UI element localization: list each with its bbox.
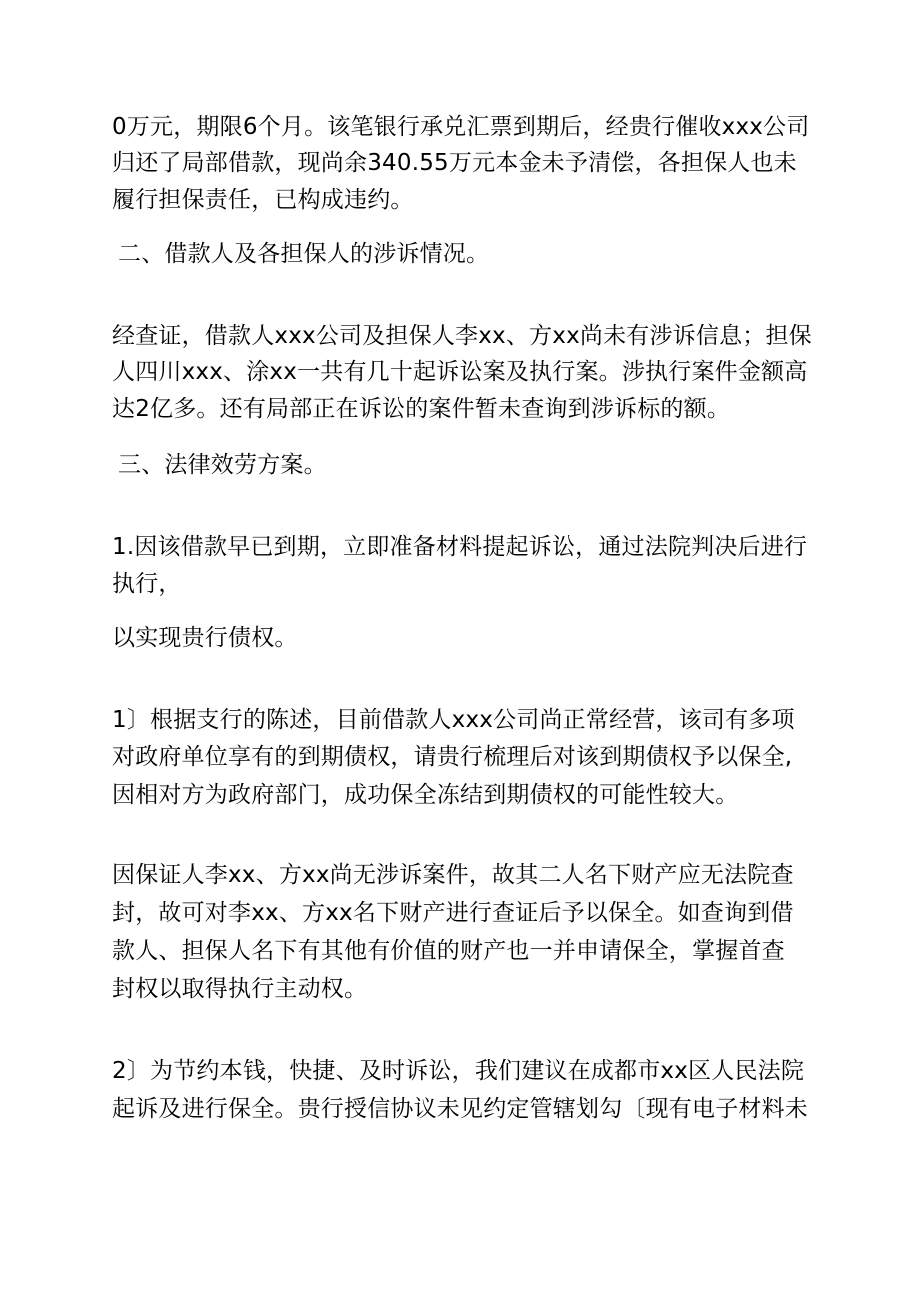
- paragraph-line: 款人、担保人名下有其他有价值的财产也一并申请保全，掌握首查: [112, 938, 785, 964]
- paragraph-line: 封，故可对李xx、方xx名下财产进行查证后予以保全。如查询到借: [112, 900, 794, 926]
- paragraph-line: 人四川xxx、涂xx一共有几十起诉讼案及执行案。涉执行案件金额高: [112, 359, 808, 385]
- paragraph-line: 因保证人李xx、方xx尚无涉诉案件，故其二人名下财产应无法院查: [112, 862, 794, 888]
- paragraph-line: 2〕为节约本钱，快捷、及时诉讼，我们建议在成都市xx区人民法院: [112, 1058, 805, 1084]
- paragraph-line: 0万元，期限6个月。该笔银行承兑汇票到期后，经贵行催收xxx公司: [112, 114, 810, 140]
- section-heading: 二、借款人及各担保人的涉诉情况。: [118, 241, 490, 267]
- paragraph-line: 1.因该借款早已到期，立即准备材料提起诉讼，通过法院判决后进行: [112, 534, 808, 560]
- paragraph-line: 经查证，借款人xxx公司及担保人李xx、方xx尚未有涉诉信息；担保: [112, 323, 812, 349]
- paragraph-line: 履行担保责任，已构成违约。: [112, 187, 414, 213]
- paragraph-line: 1〕根据支行的陈述，目前借款人xxx公司尚正常经营，该司有多项: [112, 707, 795, 733]
- paragraph-line: 起诉及进行保全。贵行授信协议未见约定管辖划勾〔现有电子材料未: [112, 1096, 808, 1122]
- paragraph-line: 执行，: [112, 571, 182, 597]
- paragraph-line: 归还了局部借款，现尚余340.55万元本金未予清偿，各担保人也未: [112, 150, 797, 176]
- paragraph-line: 因相对方为政府部门，成功保全冻结到期债权的可能性较大。: [112, 782, 739, 808]
- paragraph-line: 以实现贵行债权。: [112, 625, 298, 651]
- paragraph-line: 对政府单位享有的到期债权，请贵行梳理后对该到期债权予以保全,: [112, 744, 793, 770]
- paragraph-line: 达2亿多。还有局部正在诉讼的案件暂未查询到涉诉标的额。: [112, 396, 731, 422]
- paragraph-line: 封权以取得执行主动权。: [112, 976, 368, 1002]
- section-heading: 三、法律效劳方案。: [118, 452, 327, 478]
